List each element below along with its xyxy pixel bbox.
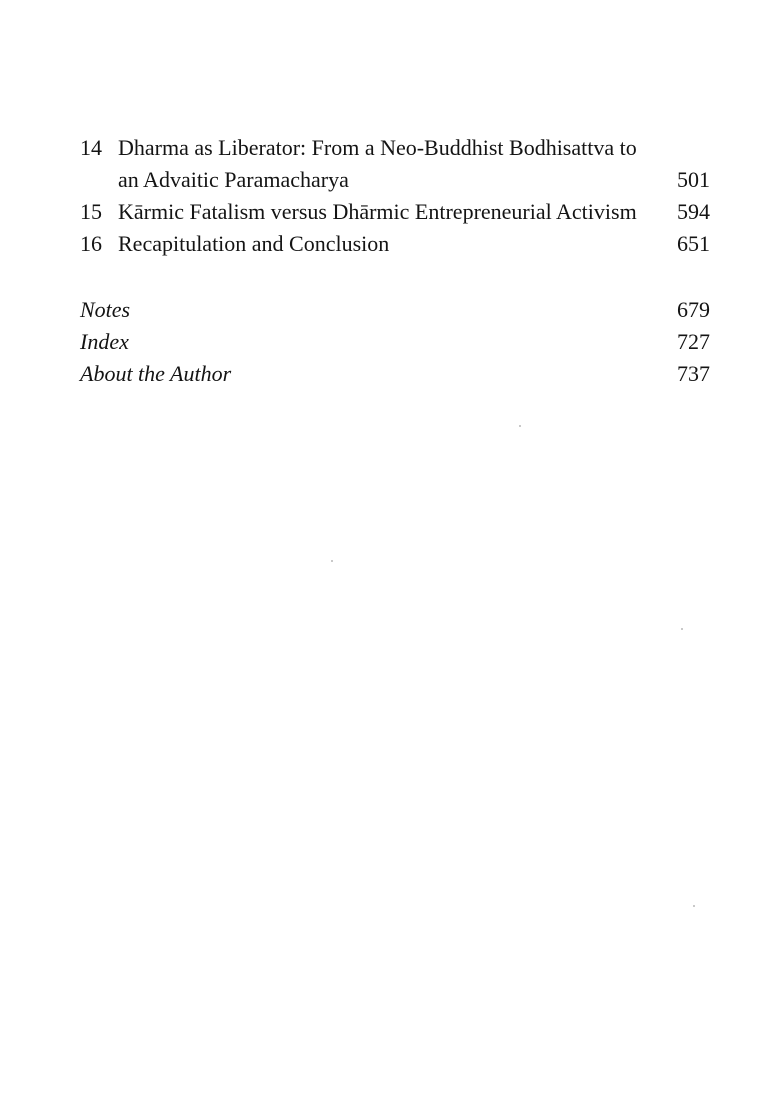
scan-speck bbox=[693, 905, 695, 907]
toc-entry-chapter-15 bbox=[80, 196, 710, 228]
back-matter-title: Notes bbox=[80, 297, 131, 322]
toc-entry-index bbox=[80, 326, 710, 358]
back-matter-title: About the Author bbox=[80, 361, 232, 386]
page-number: 679 bbox=[677, 297, 710, 322]
page-number: 594 bbox=[677, 199, 710, 224]
back-matter-title: Index bbox=[80, 329, 129, 354]
toc-entry-chapter-16 bbox=[80, 228, 710, 260]
toc-entry-notes bbox=[80, 294, 710, 326]
page-number: 651 bbox=[677, 231, 710, 256]
scan-speck bbox=[519, 425, 521, 427]
scan-speck bbox=[681, 628, 683, 630]
toc-entry-chapter-14 bbox=[80, 132, 710, 196]
scan-speck bbox=[331, 560, 333, 562]
table-of-contents bbox=[80, 132, 710, 390]
chapter-title: Recapitulation and Conclusion bbox=[118, 231, 390, 256]
chapter-number: 14 bbox=[80, 135, 102, 160]
page-number: 501 bbox=[677, 167, 710, 192]
toc-entry-about-the-author bbox=[80, 358, 710, 390]
chapter-number: 15 bbox=[80, 199, 102, 224]
chapter-title: Kārmic Fatalism versus Dhārmic Entrepreneurial Activism bbox=[118, 199, 637, 224]
page-number: 727 bbox=[677, 329, 710, 354]
chapter-title: Dharma as Liberator: From a Neo-Buddhist Bodhisattva to an Advaitic Paramacharya bbox=[118, 135, 637, 192]
back-matter-list bbox=[80, 294, 710, 390]
page-number: 737 bbox=[677, 361, 710, 386]
chapter-number: 16 bbox=[80, 231, 102, 256]
